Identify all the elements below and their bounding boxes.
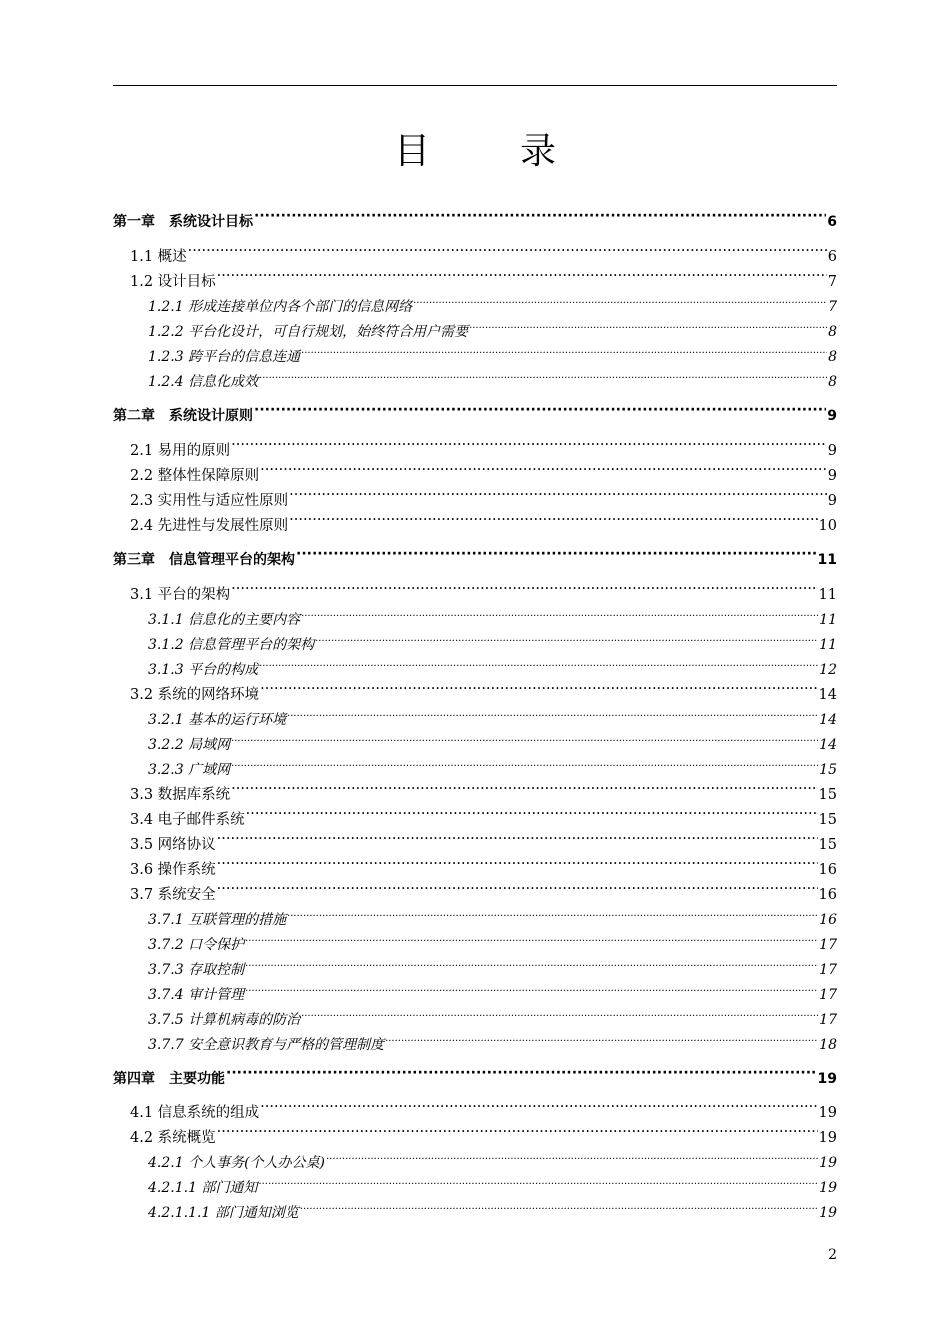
toc-entry-page: 19: [818, 1105, 837, 1121]
toc-dot-leader: [245, 929, 818, 949]
toc-entry-page: 6: [827, 249, 837, 265]
toc-entry-page: 11: [817, 552, 837, 568]
toc-dot-leader: [301, 604, 818, 624]
toc-dot-leader: [326, 1147, 818, 1167]
toc-entry[interactable]: [148, 954, 837, 980]
toc-entry[interactable]: [130, 579, 837, 605]
toc-entry-label: 3.3 数据库系统: [130, 787, 231, 803]
toc-dot-leader: [254, 206, 826, 226]
toc-entry-page: 9: [827, 468, 837, 484]
toc-entry[interactable]: [130, 779, 837, 805]
toc-entry-label: 3.1.2 信息管理平台的架构: [148, 637, 315, 653]
toc-entry-page: 16: [818, 862, 837, 878]
toc-entry-page: 9: [827, 443, 837, 459]
toc-dot-leader: [385, 1029, 818, 1049]
toc-entry-label: 3.7.2 口令保护: [148, 937, 245, 953]
toc-entry-label: 4.2.1.1 部门通知: [148, 1180, 258, 1196]
toc-dot-leader: [231, 435, 827, 455]
toc-entry[interactable]: [130, 460, 837, 486]
toc-dot-leader: [258, 1172, 818, 1192]
toc-dot-leader: [231, 779, 817, 799]
toc-entry-label: 2.2 整体性保障原则: [130, 468, 260, 484]
toc-entry-page: 9: [827, 493, 837, 509]
toc-entry-page: 14: [818, 687, 837, 703]
toc-entry-page: 16: [818, 887, 837, 903]
toc-entry-label: 3.6 操作系统: [130, 862, 216, 878]
toc-entry-label: 第三章 信息管理平台的架构: [113, 552, 295, 568]
toc-entry-label: 1.2.4 信息化成效: [148, 374, 259, 390]
toc-dot-leader: [259, 366, 827, 386]
toc-entry-label: 2.4 先进性与发展性原则: [130, 518, 289, 534]
toc-entry-page: 19: [819, 1155, 837, 1171]
toc-entry[interactable]: [148, 1172, 837, 1198]
toc-entry-page: 15: [818, 787, 837, 803]
toc-entry[interactable]: [148, 904, 837, 930]
toc-title: 目录: [393, 131, 646, 172]
toc-entry-page: 19: [817, 1071, 837, 1087]
toc-entry-label: 3.2.1 基本的运行环境: [148, 712, 287, 728]
toc-entry-page: 19: [819, 1205, 837, 1221]
toc-entry-label: 3.1 平台的架构: [130, 587, 231, 603]
toc-entry[interactable]: [130, 510, 837, 536]
toc-entry-page: 19: [818, 1130, 837, 1146]
toc-entry-page: 14: [819, 712, 837, 728]
toc-entry-label: 3.1.1 信息化的主要内容: [148, 612, 301, 628]
toc-entry[interactable]: [148, 729, 837, 755]
toc-dot-leader: [289, 485, 827, 505]
toc-dot-leader: [289, 510, 817, 530]
toc-entry-page: 10: [818, 518, 837, 534]
toc-entry[interactable]: [130, 1122, 837, 1148]
toc-entry-page: 17: [819, 1012, 837, 1028]
toc-entry-label: 1.2.3 跨平台的信息连通: [148, 349, 301, 365]
toc-entry-page: 14: [819, 737, 837, 753]
toc-dot-leader: [469, 316, 827, 336]
toc-entry-page: 15: [818, 812, 837, 828]
toc-entry-label: 第一章 系统设计目标: [113, 214, 253, 230]
toc-entry-page: 17: [819, 987, 837, 1003]
toc-entry[interactable]: [148, 629, 837, 655]
toc-entry-page: 11: [819, 637, 837, 653]
toc-entry-page: 15: [819, 762, 837, 778]
page-number: 2: [828, 1247, 837, 1263]
toc-entry-label: 4.1 信息系统的组成: [130, 1105, 260, 1121]
toc-entry-label: 1.2.1 形成连接单位内各个部门的信息网络: [148, 299, 413, 315]
toc-entry-label: 3.1.3 平台的构成: [148, 662, 259, 678]
toc-entry-label: 4.2.1.1.1 部门通知浏览: [148, 1205, 299, 1221]
toc-dot-leader: [217, 879, 818, 899]
toc-entry-page: 6: [827, 214, 837, 230]
toc-entry-label: 3.7.4 审计管理: [148, 987, 245, 1003]
toc-entry-page: 11: [819, 612, 837, 628]
toc-entry-page: 12: [819, 662, 837, 678]
toc-entry-label: 3.5 网络协议: [130, 837, 216, 853]
toc-entry-label: 第四章 主要功能: [113, 1071, 225, 1087]
toc-entry[interactable]: [148, 704, 837, 730]
toc-entry[interactable]: [148, 654, 837, 680]
toc-entry[interactable]: [148, 316, 837, 342]
toc-entry[interactable]: [148, 929, 837, 955]
header-rule: [113, 85, 837, 86]
toc-dot-leader: [260, 679, 817, 699]
toc-dot-leader: [245, 979, 818, 999]
toc-entry-label: 4.2.1 个人事务(个人办公桌): [148, 1155, 325, 1171]
toc-entry[interactable]: [113, 206, 837, 232]
toc-entry-label: 4.2 系统概览: [130, 1130, 216, 1146]
toc-entry-label: 3.7.5 计算机病毒的防治: [148, 1012, 301, 1028]
toc-dot-leader: [301, 1004, 818, 1024]
toc-entry-page: 7: [827, 274, 837, 290]
toc-entry[interactable]: [148, 754, 837, 780]
toc-entry-page: 17: [819, 962, 837, 978]
toc-entry-page: 8: [828, 349, 837, 365]
toc-entry-page: 16: [819, 912, 837, 928]
toc-entry-label: 2.3 实用性与适应性原则: [130, 493, 289, 509]
toc-entry[interactable]: [130, 266, 837, 292]
toc-dot-leader: [315, 629, 818, 649]
toc-dot-leader: [188, 241, 827, 261]
toc-entry[interactable]: [130, 241, 837, 267]
toc-dot-leader: [245, 954, 818, 974]
toc-entry-label: 3.7.3 存取控制: [148, 962, 245, 978]
toc-dot-leader: [301, 341, 827, 361]
toc-entry[interactable]: [113, 400, 837, 426]
toc-entry[interactable]: [130, 879, 837, 905]
toc-entry-label: 2.1 易用的原则: [130, 443, 231, 459]
toc-entry[interactable]: [130, 854, 837, 880]
toc-dot-leader: [287, 704, 818, 724]
toc-entry[interactable]: [113, 1063, 837, 1089]
toc-dot-leader: [231, 579, 817, 599]
toc-entry-page: 8: [828, 324, 837, 340]
toc-dot-leader: [217, 829, 818, 849]
toc-entry[interactable]: [148, 366, 837, 392]
toc-entry-page: 19: [819, 1180, 837, 1196]
toc-dot-leader: [296, 544, 817, 564]
toc-entry-page: 17: [819, 937, 837, 953]
toc-entry-label: 3.2.2 局域网: [148, 737, 231, 753]
toc-dot-leader: [260, 1097, 817, 1117]
toc-dot-leader: [217, 854, 818, 874]
toc-entry[interactable]: [148, 291, 837, 317]
toc-entry-label: 1.1 概述: [130, 249, 187, 265]
toc-entry-page: 15: [818, 837, 837, 853]
toc-entry-label: 1.2 设计目标: [130, 274, 216, 290]
toc-dot-leader: [217, 1122, 818, 1142]
toc-dot-leader: [217, 266, 827, 286]
toc-entry[interactable]: [148, 1197, 837, 1223]
toc-dot-leader: [413, 291, 827, 311]
toc-entry[interactable]: [130, 485, 837, 511]
toc-entry[interactable]: [130, 435, 837, 461]
toc-entry-label: 3.2.3 广域网: [148, 762, 231, 778]
toc-entry-page: 11: [818, 587, 837, 603]
toc-entry-page: 18: [819, 1037, 837, 1053]
toc-entry[interactable]: [130, 829, 837, 855]
toc-dot-leader: [246, 804, 818, 824]
toc-entry[interactable]: [148, 979, 837, 1005]
toc-dot-leader: [254, 400, 826, 420]
toc-entry-label: 3.7 系统安全: [130, 887, 216, 903]
toc-entry-label: 1.2.2 平台化设计，可自行规划，始终符合用户需要: [148, 324, 469, 340]
toc-entry[interactable]: [148, 1147, 837, 1173]
toc-dot-leader: [287, 904, 818, 924]
toc-entry[interactable]: [130, 679, 837, 705]
toc-dot-leader: [259, 654, 818, 674]
toc-dot-leader: [260, 460, 827, 480]
toc-entry[interactable]: [148, 604, 837, 630]
toc-dot-leader: [231, 729, 818, 749]
toc-entry[interactable]: [148, 1029, 837, 1055]
toc-entry-label: 第二章 系统设计原则: [113, 408, 253, 424]
toc-entry-label: 3.7.1 互联管理的措施: [148, 912, 287, 928]
toc-entry-page: 9: [827, 408, 837, 424]
toc-dot-leader: [226, 1063, 817, 1083]
toc-entry[interactable]: [130, 804, 837, 830]
toc-entry-label: 3.4 电子邮件系统: [130, 812, 245, 828]
toc-entry[interactable]: [130, 1097, 837, 1123]
toc-entry-page: 7: [828, 299, 837, 315]
toc-entry-page: 8: [828, 374, 837, 390]
toc-entry[interactable]: [113, 544, 837, 570]
toc-entry[interactable]: [148, 1004, 837, 1030]
toc-entry[interactable]: [148, 341, 837, 367]
toc-dot-leader: [231, 754, 818, 774]
toc-dot-leader: [300, 1197, 818, 1217]
toc-entry-label: 3.2 系统的网络环境: [130, 687, 260, 703]
toc-entry-label: 3.7.7 安全意识教育与严格的管理制度: [148, 1037, 385, 1053]
